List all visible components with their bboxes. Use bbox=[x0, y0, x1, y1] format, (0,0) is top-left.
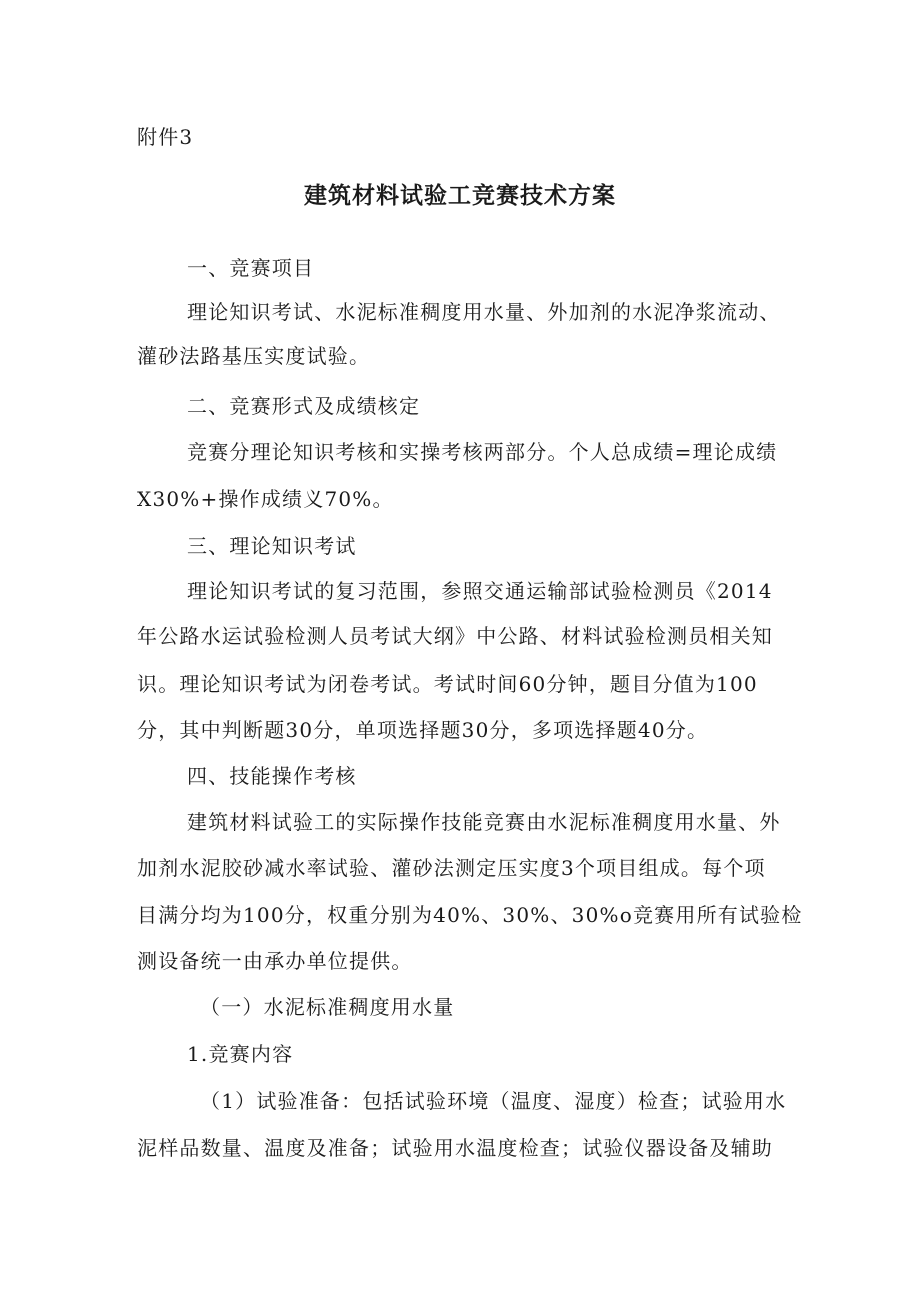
paragraph-line: 测设备统一由承办单位提供。 bbox=[137, 949, 413, 973]
paragraph-line: X30%+操作成绩义70%。 bbox=[137, 487, 394, 511]
paragraph-line: 建筑材料试验工的实际操作技能竞赛由水泥标准稠度用水量、外 bbox=[187, 810, 781, 834]
paragraph-line: （1）试验准备：包括试验环境（温度、湿度）检查；试验用水 bbox=[200, 1089, 787, 1113]
section-heading-4: 四、技能操作考核 bbox=[187, 764, 357, 788]
paragraph-line: 分，其中判断题30分，单项选择题30分，多项选择题40分。 bbox=[137, 718, 709, 742]
section-heading-2: 二、竞赛形式及成绩核定 bbox=[187, 394, 421, 418]
paragraph-line: 识。理论知识考试为闭卷考试。考试时间60分钟，题目分值为100 bbox=[137, 672, 758, 696]
attachment-label: 附件3 bbox=[137, 125, 194, 149]
paragraph-line: 灌砂法路基压实度试验。 bbox=[137, 344, 371, 368]
paragraph-line: 年公路水运试验检测人员考试大纲》中公路、材料试验检测员相关知 bbox=[137, 624, 773, 648]
subsection-item: 1.竞赛内容 bbox=[187, 1042, 294, 1066]
paragraph-line: 竞赛分理论知识考核和实操考核两部分。个人总成绩=理论成绩 bbox=[187, 440, 778, 464]
section-heading-1: 一、竞赛项目 bbox=[187, 256, 315, 280]
paragraph-line: 加剂水泥胶砂减水率试验、灌砂法测定压实度3个项目组成。每个项 bbox=[137, 856, 766, 880]
paragraph-line: 理论知识考试的复习范围，参照交通运输部试验检测员《2014 bbox=[187, 579, 773, 603]
paragraph-line: 泥样品数量、温度及准备；试验用水温度检查；试验仪器设备及辅助 bbox=[137, 1136, 773, 1160]
document-title: 建筑材料试验工竞赛技术方案 bbox=[304, 183, 616, 209]
section-heading-3: 三、理论知识考试 bbox=[187, 534, 357, 558]
paragraph-line: 目满分均为100分，权重分别为40%、30%、30%o竞赛用所有试验检 bbox=[137, 903, 803, 927]
subsection-heading: （一）水泥标准稠度用水量 bbox=[200, 995, 455, 1019]
paragraph-line: 理论知识考试、水泥标准稠度用水量、外加剂的水泥净浆流动、 bbox=[187, 300, 781, 324]
